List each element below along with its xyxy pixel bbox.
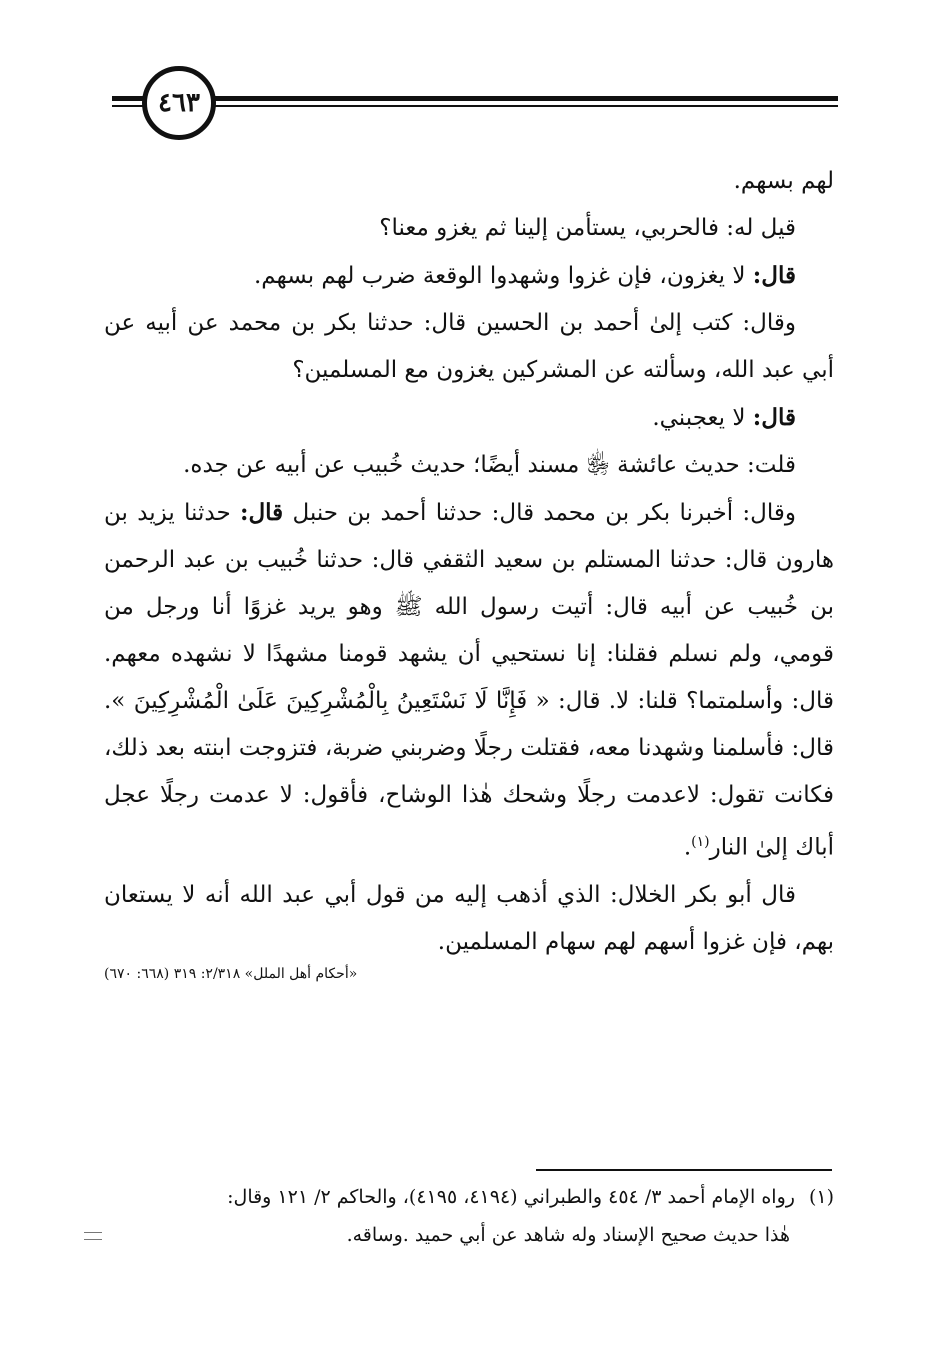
- paragraph-8: قال أبو بكر الخلال: الذي أذهب إليه من قول أبي عبد الله أنه لا يستعان بهم، فإن غزوا أسهم لهم سهام المسلمين.: [104, 881, 834, 955]
- paragraph-7-end: .: [683, 834, 692, 861]
- paragraph-2: قيل له: فالحربي، يستأمن إلينا ثم يغزو معنا؟: [379, 215, 796, 241]
- page-number: ٤٦٣: [158, 88, 200, 118]
- page-number-badge: [142, 66, 216, 140]
- footnote-1-line-2: هٰذا حديث صحيح الإسناد وله شاهد عن أبي حميد .وساقه.: [346, 1224, 790, 1246]
- page-body: [104, 158, 834, 986]
- paragraph-3: [104, 252, 834, 300]
- paragraph-1: لهم بسهم.: [733, 168, 834, 194]
- footnote-divider: [536, 1169, 832, 1171]
- margin-mark: [84, 1232, 102, 1240]
- footnotes: [104, 1178, 834, 1254]
- qala-label: قال:: [752, 262, 796, 289]
- footnote-1-line-1: [104, 1178, 834, 1216]
- qala-label: قال:: [752, 404, 796, 431]
- footnote-text: رواه الإمام أحمد ٣/ ٤٥٤ والطبراني (٤١٩٤، ٤١٩٥)، والحاكم ٢/ ١٢١ وقال:: [227, 1186, 795, 1208]
- paragraph-6: قلت: حديث عائشة ﵂ مسند أيضًا؛ حديث خُبيب عن أبيه عن جده.: [183, 452, 796, 478]
- paragraph-7-intro: وقال: أخبرنا بكر بن محمد قال: حدثنا أحمد بن حنبل: [283, 500, 796, 526]
- header-rule-thick: [112, 96, 838, 101]
- paragraph-5: [104, 394, 834, 442]
- source-citation: «أحكام أهل الملل» ٢/٣١٨: ٣١٩ (٦٦٨: ٦٧٠): [104, 965, 358, 982]
- paragraph-5-text: لا يعجبني.: [652, 405, 753, 431]
- paragraph-4: وقال: كتب إلىٰ أحمد بن الحسين قال: حدثنا بكر بن محمد عن أبيه عن أبي عبد الله، وسألته عن المشركين يغزون مع المسلمين؟: [104, 310, 834, 383]
- qala-label: قال:: [239, 499, 284, 526]
- paragraph-7-hadith: حدثنا يزيد بن هارون قال: حدثنا المستلم بن سعيد الثقفي قال: حدثنا خُبيب بن عبد الرحمن بن خُبيب عن أبيه قال: أتيت رسول الله ﷺ وهو يريد غزوًا أنا ورجل من قومي، ولم نسلم فقلنا: إنا نستحيي أن يشهد قومنا مشهدًا لا نشهده معهم. قال: وأسلمتما؟ قلنا: لا. قال: « فَإِنَّا لَا نَسْتَعِينُ بِالْمُشْرِكِينَ عَلَىٰ الْمُشْرِكِينَ ». قال: فأسلمنا وشهدنا معه، فقتلت رجلًا وضربني ضربة، فتزوجت ابنته بعد ذلك، فكانت تقول: لاعدمت رجلًا وشحك هٰذا الوشاح، فأقول: لا عدمت رجلًا عجل أباك إلىٰ النار: [104, 500, 834, 861]
- footnote-ref[interactable]: (١): [691, 834, 710, 850]
- paragraph-3-text: لا يغزون، فإن غزوا وشهدوا الوقعة ضرب لهم بسهم.: [253, 263, 753, 289]
- paragraph-7: [104, 489, 834, 872]
- page-header: [0, 0, 950, 140]
- header-rule-thin: [112, 105, 838, 107]
- footnote-number: (١): [808, 1186, 834, 1208]
